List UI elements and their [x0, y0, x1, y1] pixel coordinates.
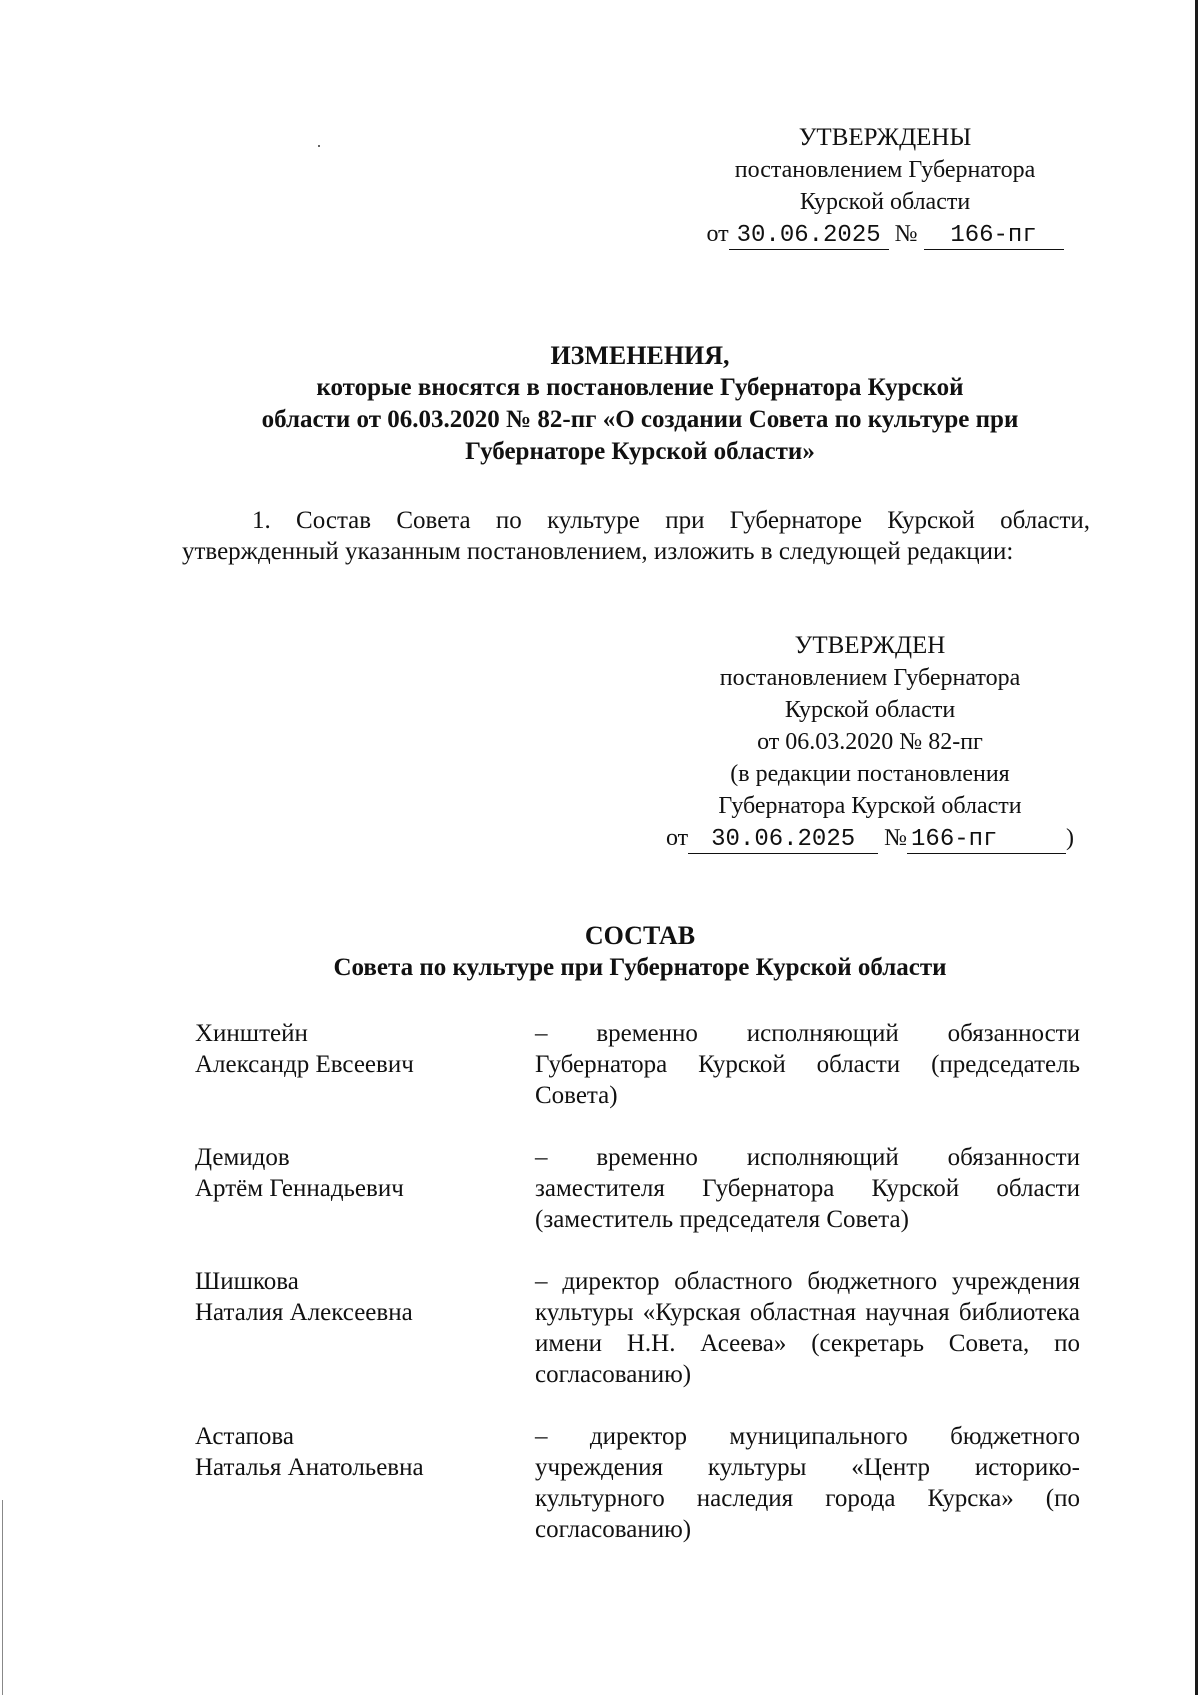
composition-stamp-number-prefix: №: [884, 825, 908, 851]
approval-stamp-date: 30.06.2025: [729, 223, 889, 250]
composition-stamp-line2: постановлением Губернатора: [719, 665, 1021, 691]
member-surname: Хинштейн: [195, 1020, 308, 1047]
member-given-names: Наталья Анатольевна: [195, 1454, 424, 1481]
changes-heading-line4: Губернаторе Курской области»: [465, 438, 815, 465]
composition-stamp-line6: Губернатора Курской области: [718, 793, 1022, 819]
member-row: [195, 1266, 1080, 1390]
members-list: [195, 1018, 1080, 1576]
member-surname: Астапова: [195, 1423, 294, 1450]
approval-stamp-title: УТВЕРЖДЕНЫ: [798, 124, 972, 151]
composition-stamp-closing: ): [1066, 825, 1075, 851]
member-name: [195, 1018, 535, 1080]
composition-stamp-line4: от 06.03.2020 № 82-пг: [757, 729, 983, 755]
approval-stamp: [690, 122, 1080, 250]
member-name: [195, 1421, 535, 1483]
scan-speck: [318, 145, 320, 147]
member-role: – директор муниципального бюджетного учреждения культуры «Центр историко-культурного наследия города Курска» (по согласованию): [535, 1423, 1080, 1543]
composition-stamp-line5: (в редакции постановления: [730, 761, 1010, 787]
scan-border-left: [2, 1500, 3, 1695]
composition-stamp-number: 166-пг: [907, 827, 1066, 854]
member-row: [195, 1018, 1080, 1111]
composition-stamp-date-prefix: от: [665, 825, 689, 851]
composition-heading-subtitle: Совета по культуре при Губернаторе Курской области: [333, 954, 947, 981]
composition-stamp-date: 30.06.2025: [688, 827, 878, 854]
composition-stamp-date-line: [660, 822, 1080, 854]
changes-heading-title: ИЗМЕНЕНИЯ,: [550, 341, 730, 370]
member-row: [195, 1142, 1080, 1235]
composition-heading-title: СОСТАВ: [584, 921, 696, 950]
member-name: [195, 1266, 535, 1328]
member-name: [195, 1142, 535, 1204]
member-role: – директор областного бюджетного учреждения культуры «Курская областная научная библиотека имени Н.Н. Асеева» (секретарь Совета, по согласованию): [535, 1268, 1080, 1388]
changes-heading-line3: области от 06.03.2020 № 82-пг «О создании Совета по культуре при: [261, 406, 1019, 433]
paragraph-1: 1. Состав Совета по культуре при Губернаторе Курской области, утвержденный указанным постановлением, изложить в следующей редакции:: [182, 507, 1090, 565]
composition-stamp-title: УТВЕРЖДЕН: [794, 632, 946, 659]
approval-stamp-line2: постановлением Губернатора: [734, 157, 1036, 183]
approval-stamp-number: 166-пг: [924, 223, 1064, 250]
member-surname: Демидов: [195, 1144, 290, 1171]
approval-stamp-date-prefix: от: [706, 221, 729, 247]
approval-stamp-line3: Курской области: [799, 189, 971, 215]
member-row: [195, 1421, 1080, 1545]
member-role: – временно исполняющий обязанности заместителя Губернатора Курской области (заместитель председателя Совета): [535, 1144, 1080, 1233]
approval-stamp-date-line: [690, 218, 1080, 250]
composition-stamp-line3: Курской области: [784, 697, 956, 723]
member-given-names: Артём Геннадьевич: [195, 1175, 404, 1202]
changes-heading-line2: которые вносятся в постановление Губернатора Курской: [316, 374, 964, 401]
member-surname: Шишкова: [195, 1268, 299, 1295]
composition-heading: [180, 920, 1100, 984]
scan-border-right: [1195, 0, 1198, 1695]
member-given-names: Наталия Алексеевна: [195, 1299, 413, 1326]
changes-heading: [180, 340, 1100, 468]
approval-stamp-number-prefix: №: [894, 221, 918, 247]
member-role: – временно исполняющий обязанности Губернатора Курской области (председатель Совета): [535, 1020, 1080, 1109]
member-given-names: Александр Евсеевич: [195, 1051, 414, 1078]
composition-stamp: [660, 630, 1080, 854]
